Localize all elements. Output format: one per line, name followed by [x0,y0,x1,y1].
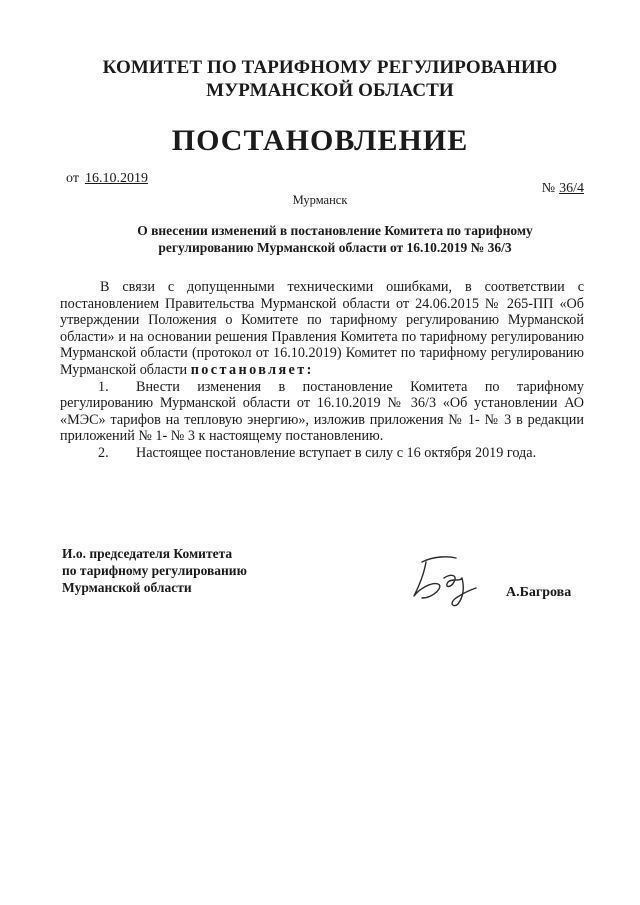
list-item [60,445,584,462]
item-2-text: Настоящее постановление вступает в силу с 16 октября 2019 года. [136,444,537,461]
subject-line-1: О внесении изменений в постановление Комитета по тарифному [137,223,533,238]
document-city: Мурманск [292,193,348,207]
decree-word: постановляет: [190,361,314,378]
organization-title [60,56,600,102]
document-date [66,171,148,187]
document-subject [100,222,570,256]
number-prefix: № [541,181,556,196]
item-2-number: 2. [98,444,109,461]
signatory-position [62,545,247,596]
date-prefix: от [66,171,79,186]
org-line-2: МУРМАНСКОЙ ОБЛАСТИ [206,80,454,101]
list-item [60,379,584,445]
number-value: 36/4 [559,181,584,196]
position-line-2: по тарифному регулированию [62,563,247,578]
document-type-title: ПОСТАНОВЛЕНИЕ [171,124,469,157]
position-line-1: И.о. председателя Комитета [62,546,233,561]
preamble-text: В связи с допущенными техническими ошибками, в соответствии с постановлением Правительства Мурманской области от 24.06.2015 № 265-ПП «Об утверждении Положения о Комитете по тарифному регулированию Мурманской области» и на основании решения Правления Комитета по тарифному регулированию Мурманской области (протокол от 16.10.2019) Комитет по тарифному регулированию Мурманской области [60,279,584,378]
document-body [60,279,584,462]
preamble-paragraph [60,279,584,379]
org-line-1: КОМИТЕТ ПО ТАРИФНОМУ РЕГУЛИРОВАНИЮ [102,57,558,78]
item-1-text: Внести изменения в постановление Комитета по тарифному регулированию Мурманской области от 16.10.2019 № 36/3 «Об установлении АО «МЭС» тарифов на тепловую энергию», изложив приложения № 1- № 3 в редакции приложений № 1- № 3 к настоящему постановлению. [60,378,584,445]
item-1-number: 1. [98,378,109,395]
handwritten-signature [404,548,484,610]
date-value: 16.10.2019 [84,171,148,186]
position-line-3: Мурманской области [62,580,192,595]
subject-line-2: регулированию Мурманской области от 16.10.2019 № 36/3 [158,240,512,255]
signer-name: А.Багрова [506,585,572,600]
